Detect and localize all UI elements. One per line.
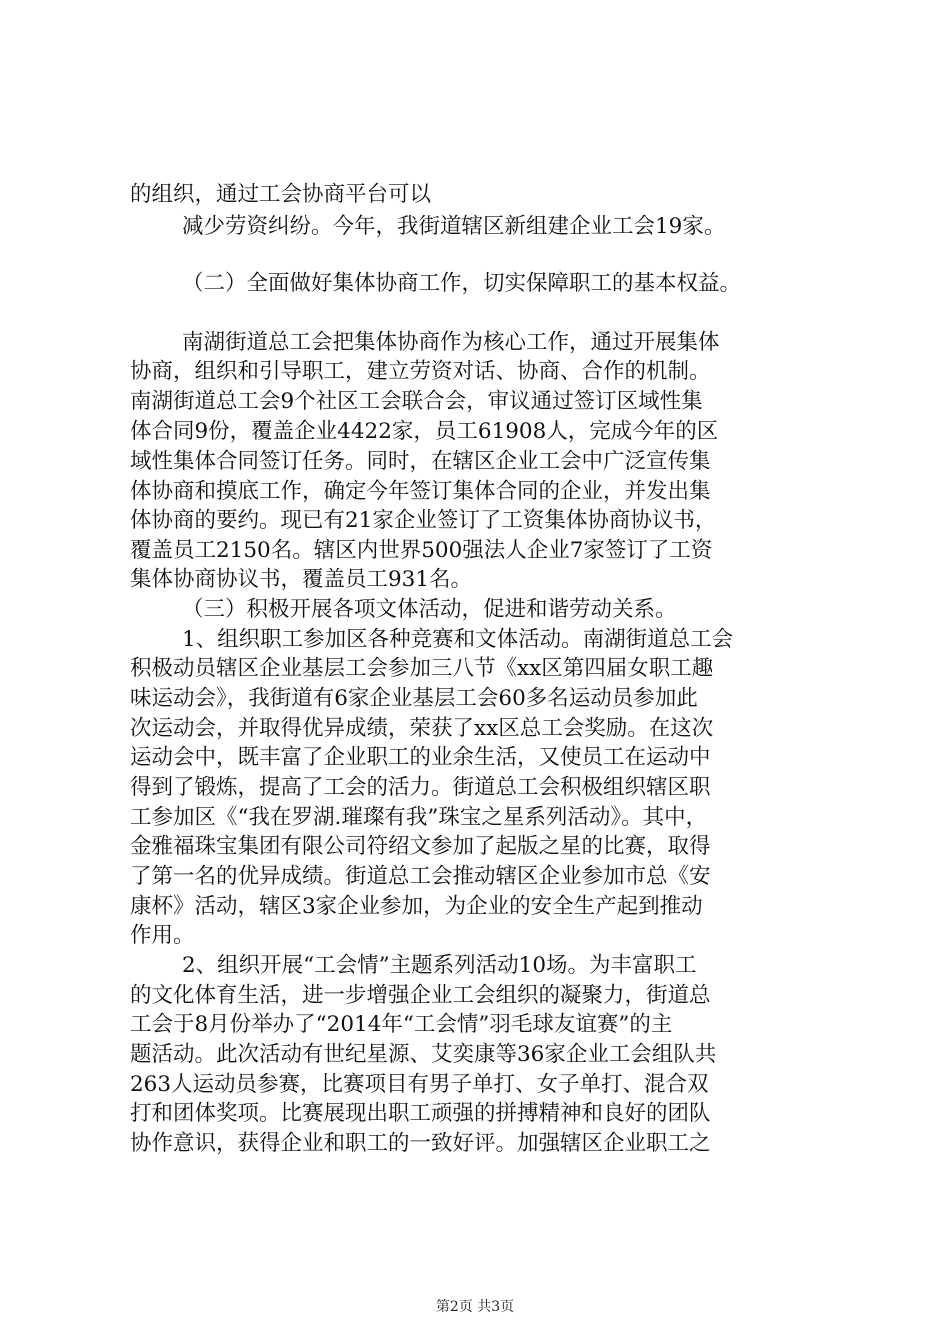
text-line: 协作意识，获得企业和职工的一致好评。加强辖区企业职工之: [130, 1131, 711, 1156]
text-line: 域性集体合同签订任务。同时，在辖区企业工会中广泛宣传集: [130, 449, 711, 474]
text-line: 题活动。此次活动有世纪星源、艾奕康等36家企业工会组队共: [130, 1042, 717, 1067]
text-line: 体协商和摸底工作，确定今年签订集体合同的企业，并发出集: [130, 479, 711, 504]
text-line: 工参加区《“我在罗湖.璀璨有我”珠宝之星系列活动》。其中，: [130, 805, 708, 830]
text-line: 得到了锻炼，提高了工会的活力。街道总工会积极组织辖区职: [130, 775, 711, 800]
text-line: 263人运动员参赛，比赛项目有男子单打、女子单打、混合双: [130, 1072, 709, 1097]
text-line: 体协商的要约。现已有21家企业签订了工资集体协商协议书，: [130, 508, 717, 533]
text-line: 工会于8月份举办了“2014年“工会情”羽毛球友谊赛”的主: [130, 1012, 673, 1037]
text-line: 覆盖员工2150名。辖区内世界500强法人企业7家签订了工资: [130, 538, 713, 563]
text-line: 积极动员辖区企业基层工会参加三八节《xx区第四届女职工趣: [130, 656, 714, 681]
text-line: 的文化体育生活，进一步增强企业工会组织的凝聚力，街道总: [130, 983, 711, 1008]
text-line: 打和团体奖项。比赛展现出职工顽强的拼搏精神和良好的团队: [130, 1101, 711, 1126]
text-line: 运动会中，既丰富了企业职工的业余生活，又使员工在运动中: [130, 745, 711, 770]
text-line: 的组织，通过工会协商平台可以: [130, 182, 432, 207]
page-number-footer: 第2页 共3页: [435, 1299, 515, 1315]
text-line: 2、组织开展“工会情”主题系列活动10场。为丰富职工: [182, 953, 697, 978]
text-line: 南湖街道总工会把集体协商作为核心工作，通过开展集体: [182, 330, 720, 355]
text-line: 南湖街道总工会9个社区工会联合会，审议通过签订区域性集: [130, 389, 703, 414]
text-line: 次运动会，并取得优异成绩，荣获了xx区总工会奖励。在这次: [130, 716, 714, 741]
section-heading: （二）全面做好集体协商工作，切实保障职工的基本权益。: [182, 271, 742, 296]
text-line: 味运动会》，我街道有6家企业基层工会60多名运动员参加此: [130, 686, 698, 711]
section-heading: （三）积极开展各项文体活动，促进和谐劳动关系。: [182, 597, 677, 622]
text-line: 作用。: [130, 923, 195, 948]
text-line: 康杯》活动，辖区3家企业参加，为企业的安全生产起到推动: [130, 894, 703, 919]
text-line: 协商，组织和引导职工，建立劳资对话、协商、合作的机制。: [130, 359, 711, 384]
text-line: 金雅福珠宝集团有限公司符绍文参加了起版之星的比赛，取得: [130, 834, 711, 859]
text-line: 减少劳资纠纷。今年，我街道辖区新组建企业工会19家。: [182, 214, 726, 239]
text-line: 体合同9份，覆盖企业4422家，员工61908人，完成今年的区: [130, 419, 719, 444]
text-line: 集体协商协议书，覆盖员工931名。: [130, 567, 473, 592]
text-line: 1、组织职工参加区各种竞赛和文体活动。南湖街道总工会: [182, 627, 734, 652]
text-line: 了第一名的优异成绩。街道总工会推动辖区企业参加市总《安: [130, 864, 711, 889]
